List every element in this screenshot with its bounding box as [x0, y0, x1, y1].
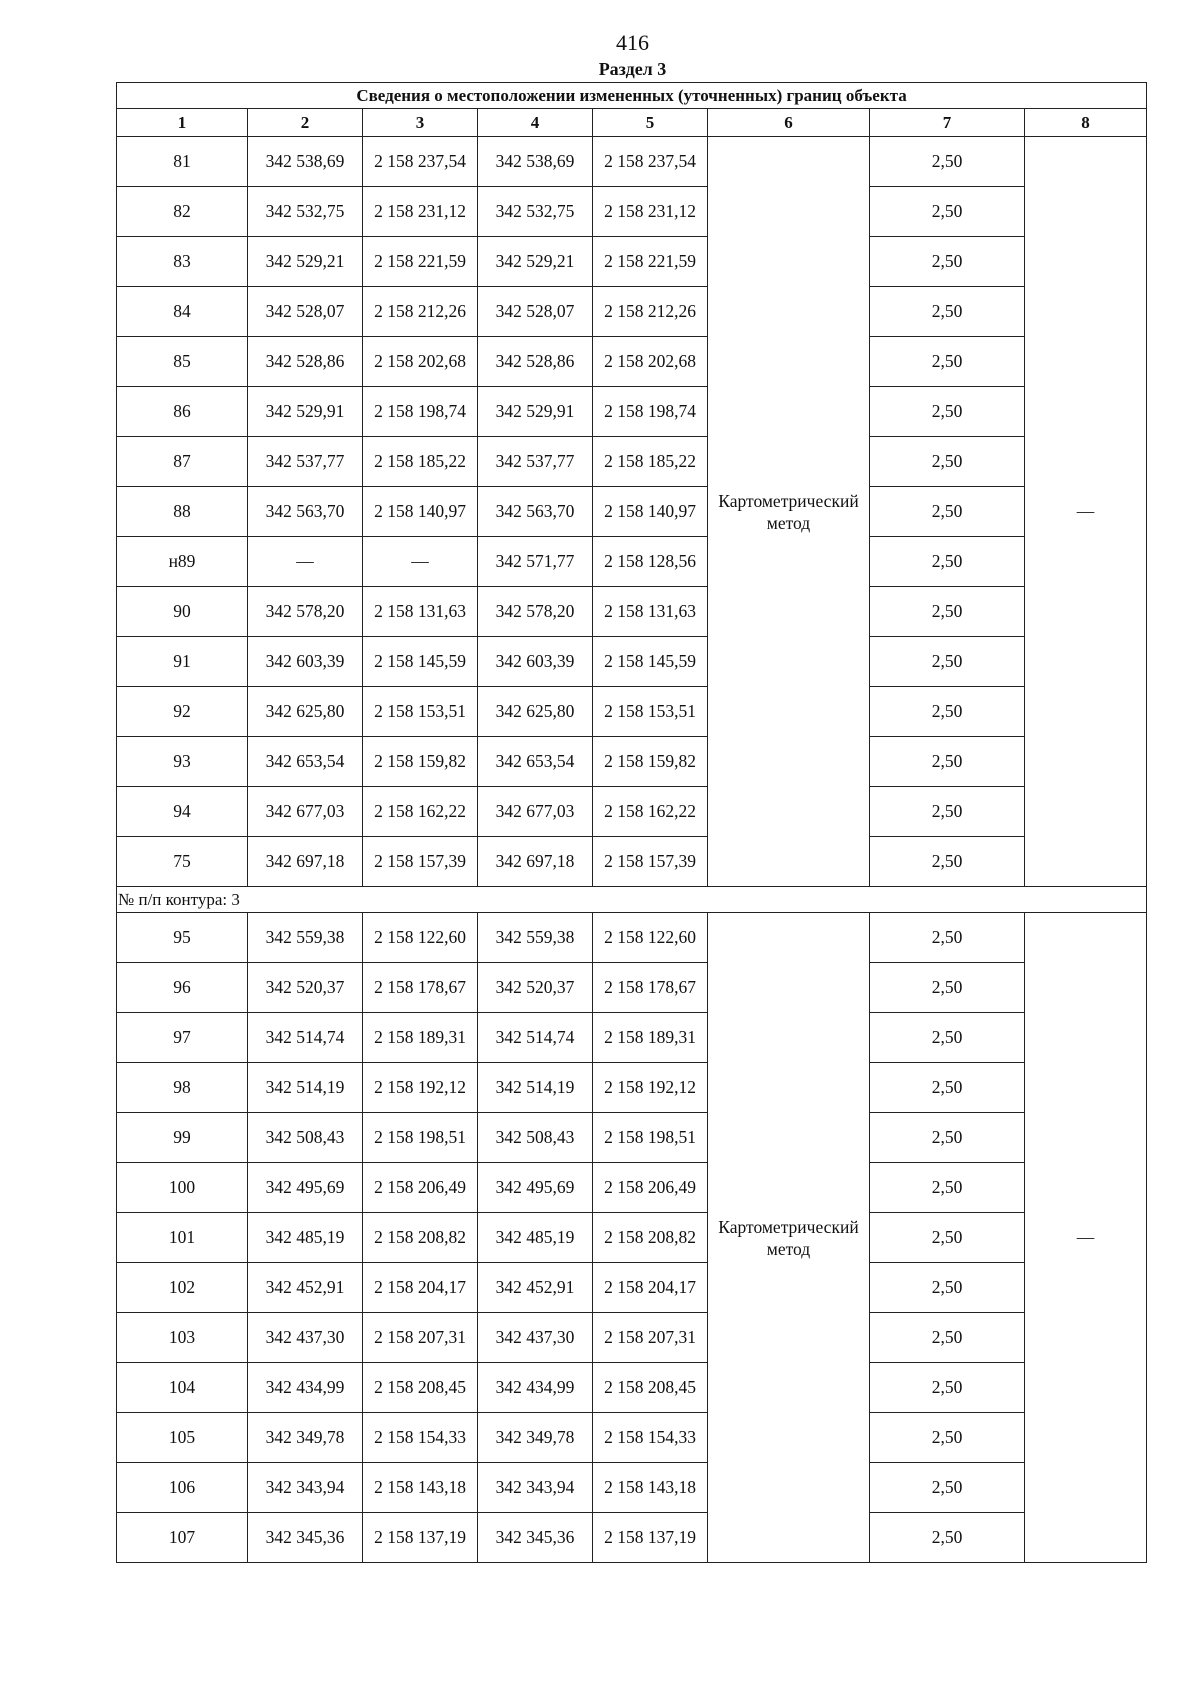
existing-x: 342 677,03	[248, 787, 363, 837]
precision: 2,50	[870, 1013, 1025, 1063]
column-number: 6	[708, 109, 870, 137]
table-row	[117, 1313, 1147, 1363]
new-y: 2 158 131,63	[593, 587, 708, 637]
precision: 2,50	[870, 287, 1025, 337]
point-number: 84	[117, 287, 248, 337]
column-number: 8	[1025, 109, 1147, 137]
new-x: 342 559,38	[478, 913, 593, 963]
precision: 2,50	[870, 137, 1025, 187]
new-x: 342 653,54	[478, 737, 593, 787]
existing-x: 342 563,70	[248, 487, 363, 537]
point-number: 81	[117, 137, 248, 187]
precision: 2,50	[870, 913, 1025, 963]
precision: 2,50	[870, 487, 1025, 537]
existing-x: 342 349,78	[248, 1413, 363, 1463]
table-row	[117, 1263, 1147, 1313]
point-number: 106	[117, 1463, 248, 1513]
new-x: 342 452,91	[478, 1263, 593, 1313]
point-number: 105	[117, 1413, 248, 1463]
column-number: 2	[248, 109, 363, 137]
existing-x: 342 529,91	[248, 387, 363, 437]
table-row	[117, 1213, 1147, 1263]
new-x: 342 514,19	[478, 1063, 593, 1113]
new-y: 2 158 198,51	[593, 1113, 708, 1163]
table-row	[117, 687, 1147, 737]
column-number-row	[117, 109, 1147, 137]
table-row	[117, 637, 1147, 687]
new-x: 342 343,94	[478, 1463, 593, 1513]
column-number: 3	[363, 109, 478, 137]
precision: 2,50	[870, 687, 1025, 737]
precision: 2,50	[870, 1213, 1025, 1263]
table-caption: Сведения о местоположении измененных (уточненных) границ объекта	[117, 83, 1147, 109]
existing-y: 2 158 206,49	[363, 1163, 478, 1213]
new-y: 2 158 140,97	[593, 487, 708, 537]
table-row	[117, 337, 1147, 387]
existing-y: 2 158 131,63	[363, 587, 478, 637]
existing-x: 342 343,94	[248, 1463, 363, 1513]
method-cell: Картометрический метод	[708, 913, 870, 1563]
new-y: 2 158 207,31	[593, 1313, 708, 1363]
table-row	[117, 187, 1147, 237]
point-number: 86	[117, 387, 248, 437]
existing-y: 2 158 178,67	[363, 963, 478, 1013]
table-row	[117, 137, 1147, 187]
new-x: 342 514,74	[478, 1013, 593, 1063]
precision: 2,50	[870, 1063, 1025, 1113]
existing-y: 2 158 221,59	[363, 237, 478, 287]
precision: 2,50	[870, 837, 1025, 887]
existing-y: 2 158 189,31	[363, 1013, 478, 1063]
table-row	[117, 437, 1147, 487]
column-number: 1	[117, 109, 248, 137]
point-number: 100	[117, 1163, 248, 1213]
table-row	[117, 787, 1147, 837]
existing-y: 2 158 207,31	[363, 1313, 478, 1363]
new-y: 2 158 204,17	[593, 1263, 708, 1313]
existing-x: 342 653,54	[248, 737, 363, 787]
new-y: 2 158 208,45	[593, 1363, 708, 1413]
new-y: 2 158 162,22	[593, 787, 708, 837]
precision: 2,50	[870, 437, 1025, 487]
existing-y: 2 158 154,33	[363, 1413, 478, 1463]
precision: 2,50	[870, 1513, 1025, 1563]
contour-label: № п/п контура: 3	[117, 887, 1147, 913]
new-y: 2 158 231,12	[593, 187, 708, 237]
existing-y: 2 158 208,45	[363, 1363, 478, 1413]
precision: 2,50	[870, 537, 1025, 587]
method-cell: Картометрический метод	[708, 137, 870, 887]
existing-x: 342 495,69	[248, 1163, 363, 1213]
existing-y: 2 158 198,74	[363, 387, 478, 437]
point-number: 107	[117, 1513, 248, 1563]
section-title: Раздел 3	[598, 59, 667, 79]
existing-x: 342 514,74	[248, 1013, 363, 1063]
precision: 2,50	[870, 787, 1025, 837]
existing-x: 342 625,80	[248, 687, 363, 737]
point-number: 92	[117, 687, 248, 737]
existing-x: 342 528,07	[248, 287, 363, 337]
point-number: 102	[117, 1263, 248, 1313]
new-x: 342 495,69	[478, 1163, 593, 1213]
point-number: 82	[117, 187, 248, 237]
existing-x: 342 559,38	[248, 913, 363, 963]
column-number: 5	[593, 109, 708, 137]
new-x: 342 603,39	[478, 637, 593, 687]
existing-x: 342 508,43	[248, 1113, 363, 1163]
table-row	[117, 1113, 1147, 1163]
existing-x: 342 529,21	[248, 237, 363, 287]
precision: 2,50	[870, 337, 1025, 387]
new-y: 2 158 212,26	[593, 287, 708, 337]
precision: 2,50	[870, 1363, 1025, 1413]
point-number: 97	[117, 1013, 248, 1063]
boundary-table	[116, 82, 1147, 1563]
point-number: 103	[117, 1313, 248, 1363]
new-y: 2 158 178,67	[593, 963, 708, 1013]
existing-x: 342 520,37	[248, 963, 363, 1013]
new-x: 342 349,78	[478, 1413, 593, 1463]
existing-x: 342 532,75	[248, 187, 363, 237]
point-number: 87	[117, 437, 248, 487]
precision: 2,50	[870, 387, 1025, 437]
new-y: 2 158 189,31	[593, 1013, 708, 1063]
table-row	[117, 1463, 1147, 1513]
existing-x: 342 578,20	[248, 587, 363, 637]
new-y: 2 158 208,82	[593, 1213, 708, 1263]
precision: 2,50	[870, 587, 1025, 637]
existing-x: 342 485,19	[248, 1213, 363, 1263]
new-y: 2 158 221,59	[593, 237, 708, 287]
page-number: 416	[616, 30, 649, 55]
new-x: 342 345,36	[478, 1513, 593, 1563]
new-x: 342 571,77	[478, 537, 593, 587]
existing-y: 2 158 153,51	[363, 687, 478, 737]
table-row	[117, 1063, 1147, 1113]
existing-x: 342 697,18	[248, 837, 363, 887]
new-x: 342 520,37	[478, 963, 593, 1013]
existing-y: 2 158 145,59	[363, 637, 478, 687]
point-number: 104	[117, 1363, 248, 1413]
existing-x: —	[248, 537, 363, 587]
existing-y: 2 158 185,22	[363, 437, 478, 487]
existing-y: 2 158 212,26	[363, 287, 478, 337]
precision: 2,50	[870, 187, 1025, 237]
existing-x: 342 537,77	[248, 437, 363, 487]
existing-y: 2 158 231,12	[363, 187, 478, 237]
new-y: 2 158 202,68	[593, 337, 708, 387]
precision: 2,50	[870, 637, 1025, 687]
new-x: 342 563,70	[478, 487, 593, 537]
table-row	[117, 287, 1147, 337]
table-row	[117, 963, 1147, 1013]
column8-cell: —	[1025, 913, 1147, 1563]
precision: 2,50	[870, 737, 1025, 787]
existing-y: 2 158 157,39	[363, 837, 478, 887]
existing-y: 2 158 202,68	[363, 337, 478, 387]
point-number: 98	[117, 1063, 248, 1113]
new-y: 2 158 145,59	[593, 637, 708, 687]
point-number: 95	[117, 913, 248, 963]
column-number: 4	[478, 109, 593, 137]
new-x: 342 437,30	[478, 1313, 593, 1363]
point-number: 94	[117, 787, 248, 837]
point-number: 91	[117, 637, 248, 687]
table-row	[117, 487, 1147, 537]
existing-x: 342 434,99	[248, 1363, 363, 1413]
point-number: 75	[117, 837, 248, 887]
existing-x: 342 514,19	[248, 1063, 363, 1113]
new-x: 342 528,86	[478, 337, 593, 387]
existing-y: 2 158 192,12	[363, 1063, 478, 1113]
point-number: н89	[117, 537, 248, 587]
point-number: 88	[117, 487, 248, 537]
new-y: 2 158 198,74	[593, 387, 708, 437]
existing-y: 2 158 204,17	[363, 1263, 478, 1313]
existing-x: 342 528,86	[248, 337, 363, 387]
new-y: 2 158 128,56	[593, 537, 708, 587]
new-y: 2 158 237,54	[593, 137, 708, 187]
point-number: 99	[117, 1113, 248, 1163]
new-y: 2 158 185,22	[593, 437, 708, 487]
new-y: 2 158 153,51	[593, 687, 708, 737]
new-y: 2 158 206,49	[593, 1163, 708, 1213]
point-number: 90	[117, 587, 248, 637]
existing-x: 342 452,91	[248, 1263, 363, 1313]
existing-x: 342 603,39	[248, 637, 363, 687]
table-row	[117, 1363, 1147, 1413]
new-x: 342 508,43	[478, 1113, 593, 1163]
existing-y: 2 158 137,19	[363, 1513, 478, 1563]
point-number: 85	[117, 337, 248, 387]
existing-y: —	[363, 537, 478, 587]
point-number: 96	[117, 963, 248, 1013]
precision: 2,50	[870, 1163, 1025, 1213]
existing-y: 2 158 122,60	[363, 913, 478, 963]
table-caption-row	[117, 83, 1147, 109]
existing-y: 2 158 159,82	[363, 737, 478, 787]
point-number: 93	[117, 737, 248, 787]
new-y: 2 158 154,33	[593, 1413, 708, 1463]
new-y: 2 158 159,82	[593, 737, 708, 787]
new-x: 342 578,20	[478, 587, 593, 637]
table-row	[117, 387, 1147, 437]
existing-x: 342 538,69	[248, 137, 363, 187]
new-x: 342 529,21	[478, 237, 593, 287]
new-x: 342 537,77	[478, 437, 593, 487]
existing-x: 342 437,30	[248, 1313, 363, 1363]
contour-label-row	[117, 887, 1147, 913]
table-row	[117, 587, 1147, 637]
existing-y: 2 158 143,18	[363, 1463, 478, 1513]
new-y: 2 158 143,18	[593, 1463, 708, 1513]
existing-y: 2 158 208,82	[363, 1213, 478, 1263]
existing-y: 2 158 162,22	[363, 787, 478, 837]
new-y: 2 158 157,39	[593, 837, 708, 887]
table-row	[117, 237, 1147, 287]
precision: 2,50	[870, 1113, 1025, 1163]
table-row	[117, 537, 1147, 587]
existing-x: 342 345,36	[248, 1513, 363, 1563]
precision: 2,50	[870, 1413, 1025, 1463]
column-number: 7	[870, 109, 1025, 137]
table-row	[117, 1513, 1147, 1563]
table-row	[117, 737, 1147, 787]
table-row	[117, 1413, 1147, 1463]
precision: 2,50	[870, 237, 1025, 287]
new-x: 342 697,18	[478, 837, 593, 887]
table-body	[117, 83, 1147, 1563]
new-x: 342 532,75	[478, 187, 593, 237]
new-y: 2 158 192,12	[593, 1063, 708, 1113]
new-y: 2 158 122,60	[593, 913, 708, 963]
precision: 2,50	[870, 1313, 1025, 1363]
new-x: 342 625,80	[478, 687, 593, 737]
table-row	[117, 913, 1147, 963]
new-x: 342 677,03	[478, 787, 593, 837]
existing-y: 2 158 198,51	[363, 1113, 478, 1163]
precision: 2,50	[870, 1463, 1025, 1513]
point-number: 83	[117, 237, 248, 287]
precision: 2,50	[870, 963, 1025, 1013]
new-x: 342 529,91	[478, 387, 593, 437]
new-x: 342 528,07	[478, 287, 593, 337]
table-row	[117, 1013, 1147, 1063]
precision: 2,50	[870, 1263, 1025, 1313]
new-x: 342 434,99	[478, 1363, 593, 1413]
new-y: 2 158 137,19	[593, 1513, 708, 1563]
existing-y: 2 158 140,97	[363, 487, 478, 537]
new-x: 342 538,69	[478, 137, 593, 187]
new-x: 342 485,19	[478, 1213, 593, 1263]
point-number: 101	[117, 1213, 248, 1263]
column8-cell: —	[1025, 137, 1147, 887]
table-row	[117, 837, 1147, 887]
table-row	[117, 1163, 1147, 1213]
existing-y: 2 158 237,54	[363, 137, 478, 187]
